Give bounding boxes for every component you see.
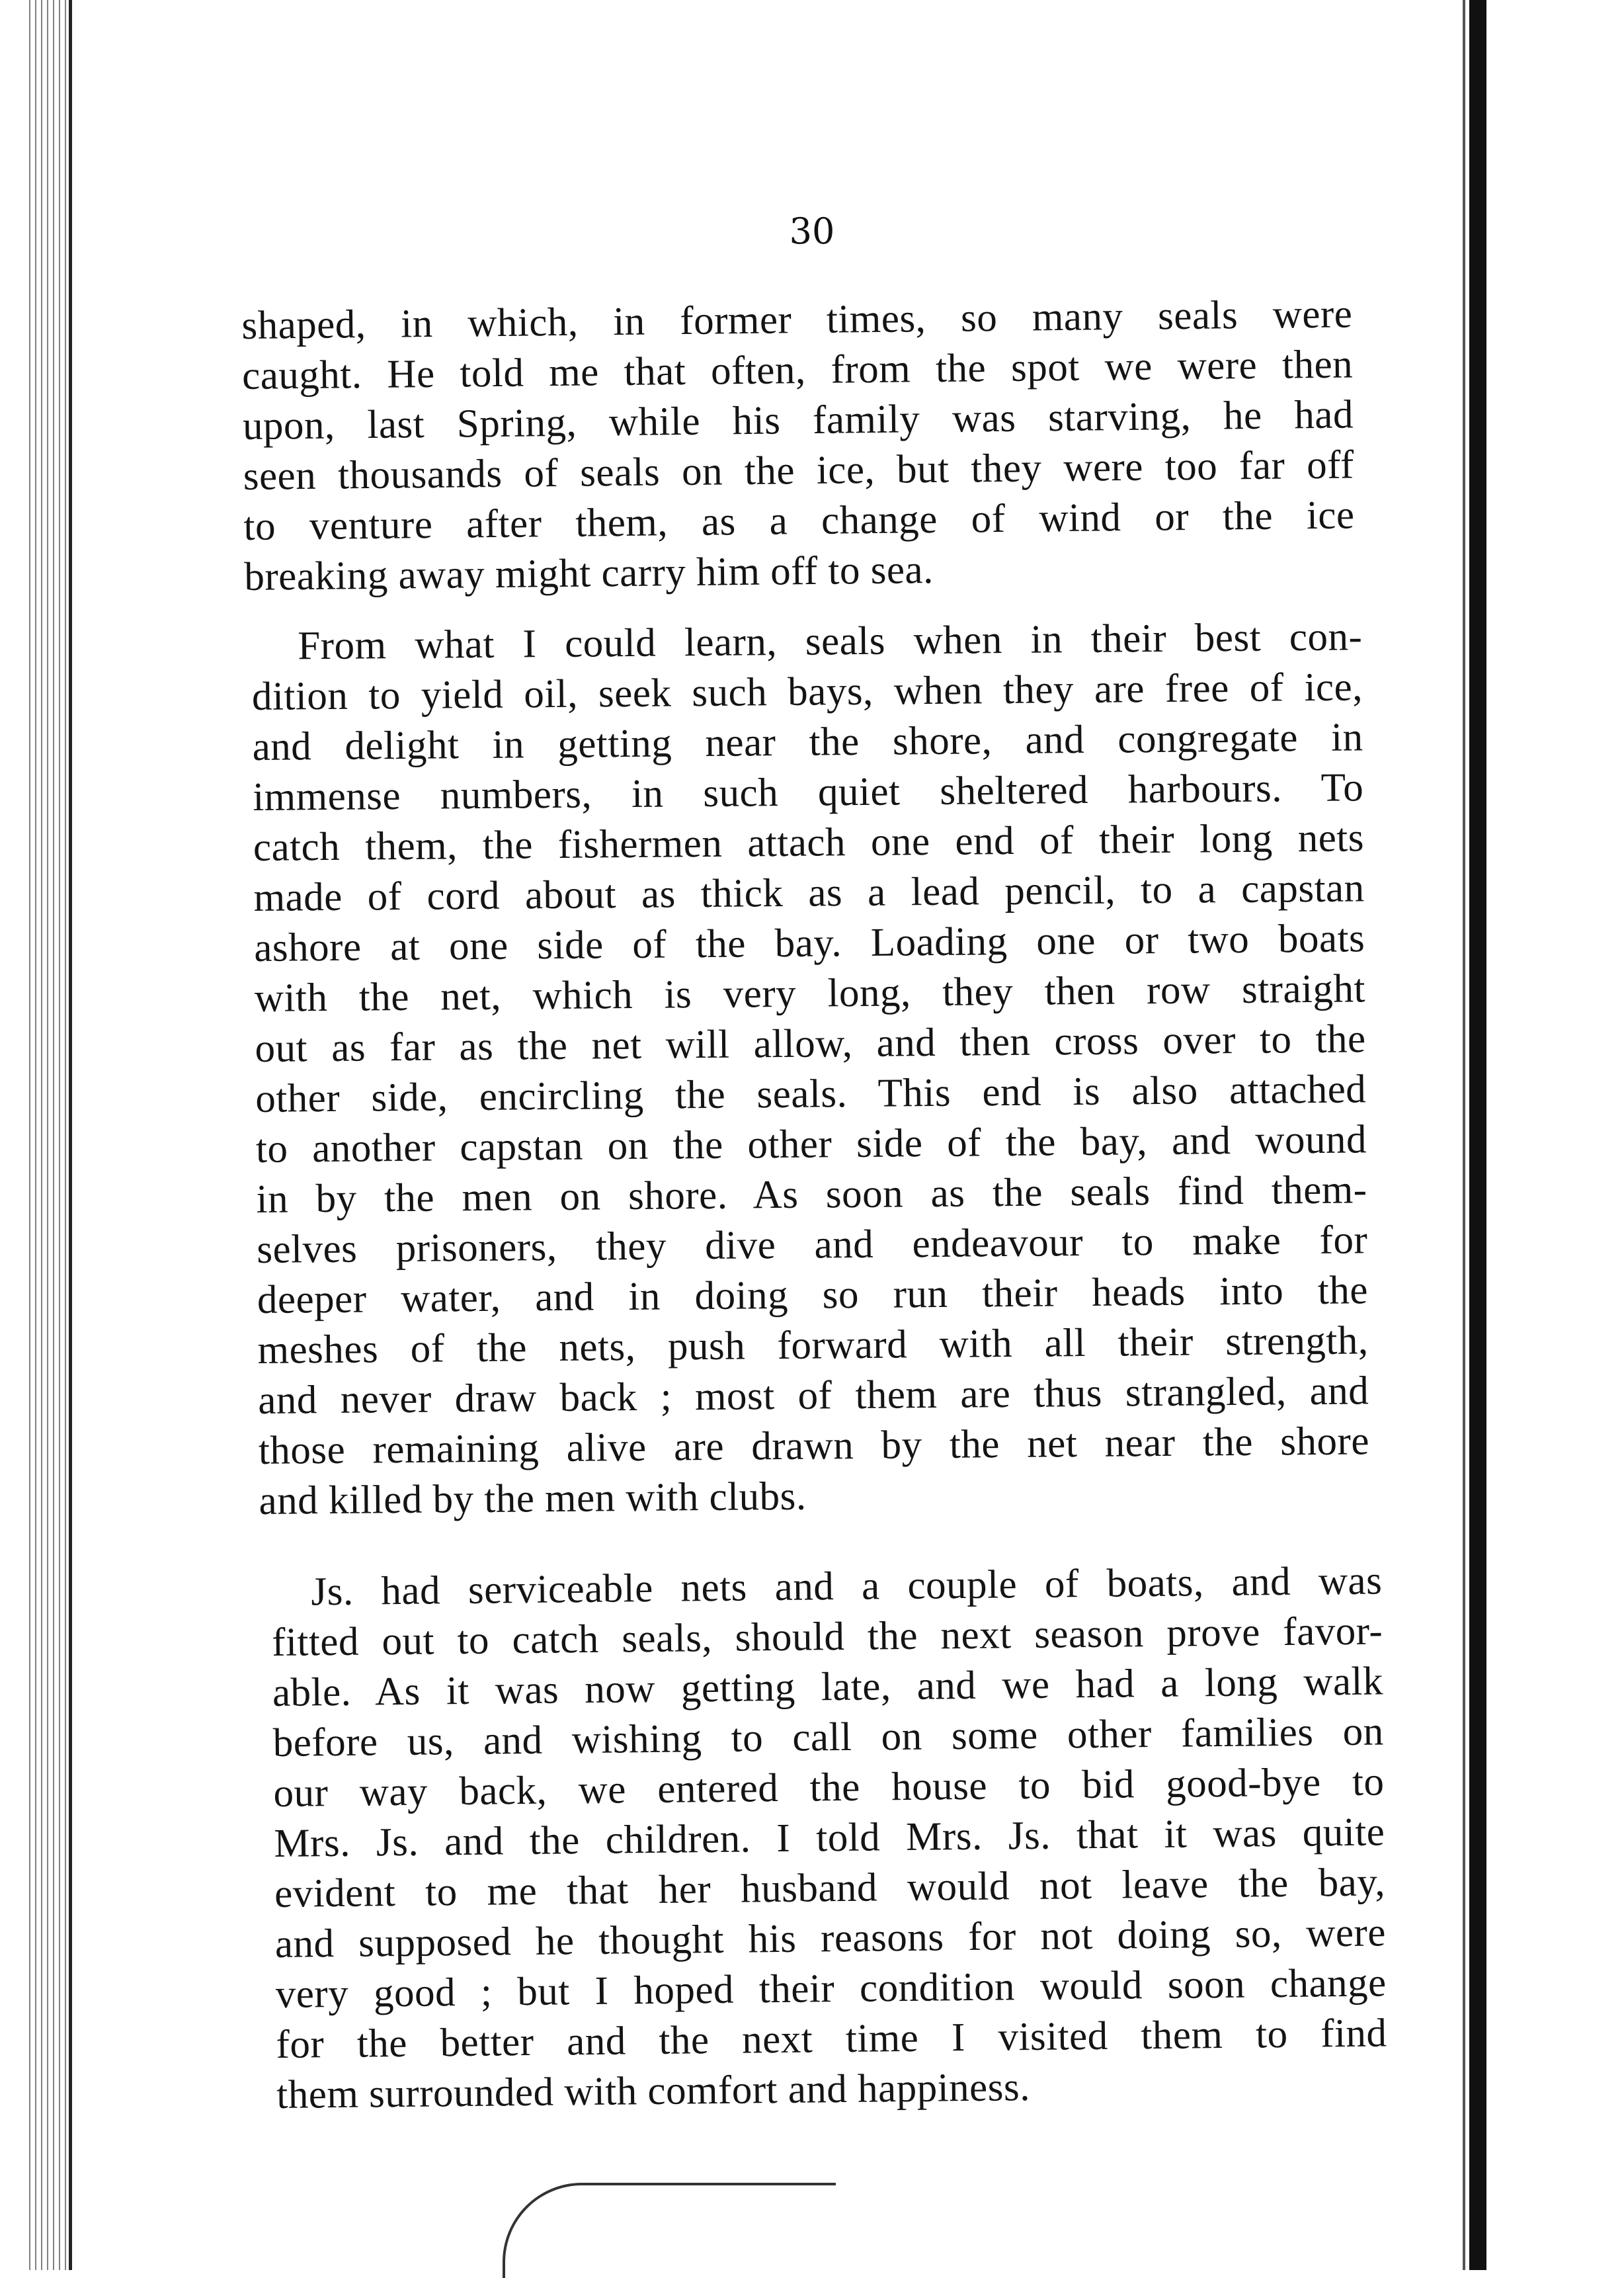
text-line: ashore at one side of the bay. Loading one or two boats (254, 916, 1365, 970)
text-line: breaking away might carry him off to sea. (244, 548, 934, 599)
text-line: and killed by the men with clubs. (259, 1474, 807, 1523)
text-line: dition to yield oil, seek such bays, when they are free of ice, (251, 665, 1363, 719)
page-binding-edge (69, 0, 72, 2270)
text-line: and never draw back ; most of them are thus strangled, and (257, 1369, 1369, 1423)
text-line: caught. He told me that often, from the spot we were then (241, 342, 1354, 398)
page-number: 30 (789, 210, 835, 252)
text-line: and supposed he thought his reasons for not doing so, were (274, 1910, 1387, 1966)
text-line: selves prisoners, they dive and endeavour to make for (256, 1218, 1368, 1272)
text-line: our way back, we entered the house to bid good-bye to (273, 1759, 1385, 1816)
text-line: for the better and the next time I visited them to find (276, 2011, 1387, 2067)
text-line: fitted out to catch seals, should the next season prove favor- (271, 1609, 1383, 1665)
text-line: other side, encircling the seals. This end is also attached (255, 1067, 1367, 1121)
text-line: From what I could learn, seals when in their best con- (298, 614, 1363, 669)
paragraph-3 (271, 1556, 1388, 2121)
text-line: Js. had serviceable nets and a couple of boats, and was (311, 1558, 1383, 1615)
text-line: made of cord about as thick as a lead pencil, to a capstan (253, 866, 1365, 920)
paragraph-1 (241, 289, 1356, 603)
text-line: to another capstan on the other side of the bay, and wound (255, 1117, 1367, 1171)
text-line: with the net, which is very long, they then row straight (254, 966, 1366, 1021)
text-line: upon, last Spring, while his family was starving, he had (242, 392, 1354, 448)
text-line: Mrs. Js. and the children. I told Mrs. Js. that it was quite (274, 1810, 1385, 1866)
paragraph-2 (251, 612, 1370, 1527)
text-line: able. As it was now getting late, and we had a long walk (272, 1659, 1384, 1715)
text-line: shaped, in which, in former times, so many seals were (241, 292, 1353, 348)
text-line: very good ; but I hoped their condition would soon change (275, 1961, 1387, 2017)
text-line: and delight in getting near the shore, and congregate in (252, 715, 1363, 769)
text-line: in by the men on shore. As soon as the seals find them- (256, 1167, 1367, 1222)
text-line: evident to me that her husband would not leave the bay, (274, 1860, 1386, 1916)
text-line: before us, and wishing to call on some other families on (272, 1709, 1385, 1765)
text-line: meshes of the nets, push forward with all their strength, (257, 1318, 1369, 1372)
text-line: catch them, the fishermen attach one end of their long nets (253, 816, 1365, 870)
text-line: immense numbers, in such quiet sheltered harbours. To (253, 765, 1364, 820)
text-line: seen thousands of seals on the ice, but they were too far off (243, 443, 1355, 499)
text-line: out as far as the net will allow, and then cross over to the (255, 1017, 1366, 1071)
page-stack-edges (26, 0, 73, 2270)
text-line: to venture after them, as a change of wind or the ice (243, 493, 1355, 549)
text-line: those remaining alive are drawn by the net near the shore (258, 1419, 1370, 1473)
page-right-edge (1469, 0, 1486, 2270)
page-right-shadow (1463, 0, 1465, 2270)
text-line: them surrounded with comfort and happiness. (276, 2065, 1031, 2117)
page-corner-curl (503, 2183, 836, 2278)
text-line: deeper water, and in doing so run their heads into the (257, 1268, 1369, 1322)
